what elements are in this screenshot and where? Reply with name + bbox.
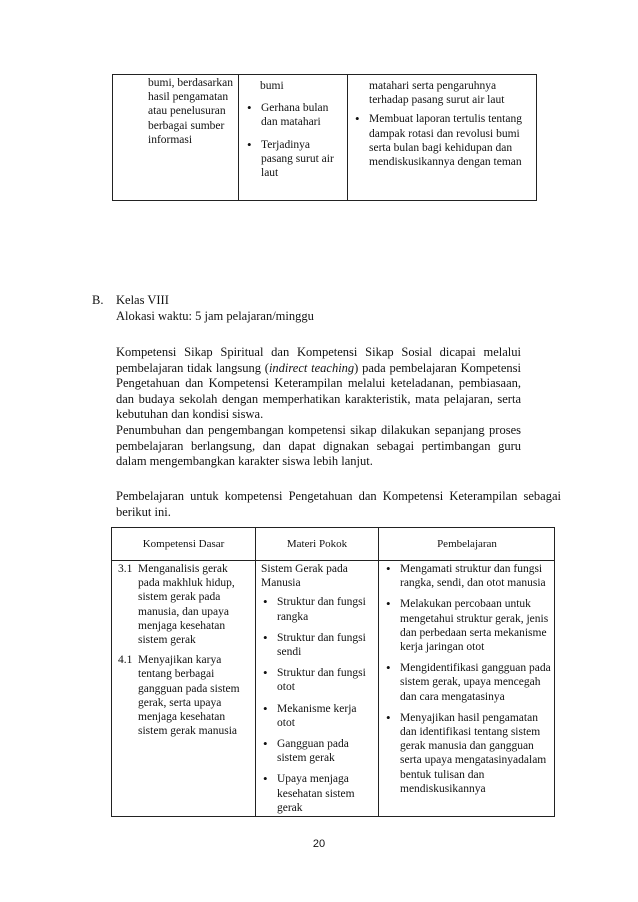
competency-table [111,527,555,817]
table-divider [255,528,256,816]
list-item: • Struktur dan fungsi otot [261,666,373,694]
header-kompetensi-dasar: Kompetensi Dasar [142,538,225,550]
paragraph-1-part-a: Kompetensi Sikap Spiritual dan Kompetensi Sikap Sosial dicapai melalui pembelajaran tidak langsung ( [116,345,521,375]
header-pembelajaran: Pembelajaran [437,538,497,550]
kd-item [118,653,250,738]
table-divider [238,75,239,200]
kd-number: 4.1 [118,654,133,667]
table1-col2-intro: bumi [260,80,284,92]
materi-intro: Sistem Gerak pada Manusia [261,563,348,590]
list-item: • Struktur dan fungsi sendi [261,631,373,659]
list-item: • Menyajikan hasil pengamatan dan identifikasi tentang sistem gerak manusia dan gangguan serta upaya mengatasinyadalam bentuk tulisan dan mendiskusikannya [384,711,552,796]
kd-text: Menganalisis gerak pada makhluk hidup, sistem gerak pada manusia, dan upaya menjaga kesehatan sistem gerak [138,563,235,647]
section-letter: B. [92,293,104,307]
list-item: • Terjadinya pasang surut air laut [245,138,341,181]
table1-col3-intro: matahari serta pengaruhnya terhadap pasang surut air laut [369,80,505,107]
kd-column [118,562,250,744]
page-number: 20 [312,838,326,850]
table1-col1-text: bumi, berdasarkan hasil pengamatan atau penelusuran berbagai sumber informasi [148,77,233,146]
table1-col3 [353,79,533,169]
kd-item [118,562,250,647]
paragraph-1-italic: indirect teaching [268,360,355,375]
list-item: • Gangguan pada sistem gerak [261,737,373,765]
list-item: • Membuat laporan tertulis tentang dampak rotasi dan revolusi bumi serta bulan bagi kehidupan dan mendiskusikannya dengan teman [353,112,533,169]
list-item: • Struktur dan fungsi rangka [261,595,373,623]
header-materi-pokok: Materi Pokok [286,538,348,550]
pembelajaran-column [384,562,552,796]
table1-col2 [245,79,341,180]
list-item: • Melakukan percobaan untuk mengetahui struktur gerak, jenis dan perbedaan serta mekanisme kerja jaringan otot [384,597,552,654]
list-item: • Mengidentifikasi gangguan pada sistem gerak, upaya mencegah dan cara mengatasinya [384,661,552,704]
kd-number: 3.1 [118,563,133,575]
list-item: • Upaya menjaga kesehatan sistem gerak [261,772,373,815]
paragraph-1 [116,345,521,423]
paragraph-3: Pembelajaran untuk kompetensi Pengetahuan dan Kompetensi Keterampilan sebagai berikut ini. [116,489,561,519]
paragraph-1-part-b: ) pada pembelajaran Kompetensi Pengetahuan dan Kompetensi Keterampilan melalui keteladanan, pembiasaan, dan budaya sekolah dengan memperhatikan karakteristik, mata pelajaran, serta kebutuhan dan kondisi siswa. [116,360,521,422]
competency-table-continued [112,74,537,201]
list-item: • Mekanisme kerja otot [261,702,373,730]
table-header-divider [112,560,554,561]
table-divider [347,75,348,200]
section-subtitle: Alokasi waktu: 5 jam pelajaran/minggu [116,309,314,323]
list-item: • Gerhana bulan dan matahari [245,101,341,129]
section-title: Kelas VIII [116,293,169,307]
table-divider [378,528,379,816]
paragraph-2: Penumbuhan dan pengembangan kompetensi sikap dilakukan sepanjang proses pembelajaran berlangsung, dan dapat dignakan sebagai pertimbangan guru dalam mengembangkan karakter siswa lebih lanjut. [116,423,521,469]
list-item: • Mengamati struktur dan fungsi rangka, sendi, dan otot manusia [384,562,552,590]
kd-text: Menyajikan karya tentang berbagai gangguan pada sistem gerak, serta upaya menjaga kesehatan sistem gerak manusia [138,654,240,738]
materi-column [261,562,373,815]
